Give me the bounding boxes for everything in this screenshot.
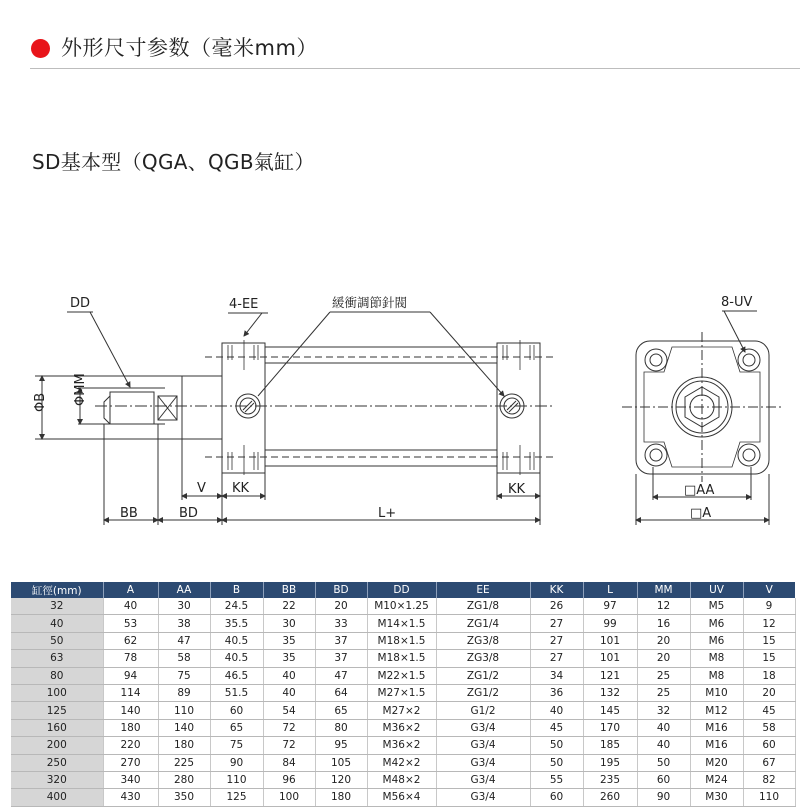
col-header-kk: KK — [530, 582, 583, 598]
table-cell: 97 — [583, 598, 637, 615]
bore-size-cell: 50 — [11, 632, 103, 649]
table-cell: 35.5 — [210, 615, 263, 632]
table-row — [11, 771, 795, 788]
table-cell: M22×1.5 — [367, 667, 436, 684]
label-bd: BD — [179, 506, 198, 521]
table-cell: ZG1/2 — [436, 684, 530, 701]
table-cell: 55 — [530, 771, 583, 788]
table-cell: ZG3/8 — [436, 632, 530, 649]
table-cell: 40 — [637, 737, 690, 754]
table-cell: 84 — [263, 754, 315, 771]
table-cell: 24.5 — [210, 598, 263, 615]
table-cell: G3/4 — [436, 771, 530, 788]
bore-size-cell: 80 — [11, 667, 103, 684]
table-cell: 54 — [263, 702, 315, 719]
col-header-v: V — [743, 582, 795, 598]
table-row — [11, 615, 795, 632]
table-cell: 78 — [103, 650, 158, 667]
table-cell: 37 — [315, 632, 367, 649]
table-cell: 100 — [263, 789, 315, 806]
table-cell: 430 — [103, 789, 158, 806]
label-8-uv: 8-UV — [721, 295, 753, 310]
table-cell: 30 — [263, 615, 315, 632]
table-cell: 45 — [743, 702, 795, 719]
dimension-table — [11, 582, 796, 807]
table-cell: 27 — [530, 650, 583, 667]
col-header-bore: 缸徑(mm) — [11, 582, 103, 598]
table-cell: ZG1/8 — [436, 598, 530, 615]
table-cell: 30 — [158, 598, 210, 615]
col-header-aa: AA — [158, 582, 210, 598]
bore-size-cell: 200 — [11, 737, 103, 754]
bore-size-cell: 40 — [11, 615, 103, 632]
table-cell: M8 — [690, 667, 743, 684]
table-cell: 225 — [158, 754, 210, 771]
table-cell: 260 — [583, 789, 637, 806]
table-cell: 65 — [315, 702, 367, 719]
table-cell: 58 — [743, 719, 795, 736]
table-cell: M18×1.5 — [367, 650, 436, 667]
table-cell: 60 — [637, 771, 690, 788]
table-cell: 47 — [158, 632, 210, 649]
table-cell: 33 — [315, 615, 367, 632]
table-cell: 75 — [158, 667, 210, 684]
table-cell: 105 — [315, 754, 367, 771]
table-cell: 12 — [637, 598, 690, 615]
table-cell: 35 — [263, 650, 315, 667]
table-cell: 12 — [743, 615, 795, 632]
table-cell: 125 — [210, 789, 263, 806]
table-cell: 22 — [263, 598, 315, 615]
table-cell: M8 — [690, 650, 743, 667]
table-cell: 53 — [103, 615, 158, 632]
label-phi-mm: ΦMM — [73, 373, 88, 406]
table-cell: 140 — [103, 702, 158, 719]
col-header-a: A — [103, 582, 158, 598]
table-row — [11, 667, 795, 684]
section-title: 外形尺寸参数（毫米mm） — [61, 36, 318, 60]
table-cell: G3/4 — [436, 754, 530, 771]
table-cell: 340 — [103, 771, 158, 788]
table-cell: 82 — [743, 771, 795, 788]
table-row — [11, 754, 795, 771]
table-cell: 27 — [530, 632, 583, 649]
table-cell: 27 — [530, 615, 583, 632]
bore-size-cell: 400 — [11, 789, 103, 806]
table-cell: 90 — [637, 789, 690, 806]
table-header-row — [11, 582, 795, 598]
table-cell: 180 — [158, 737, 210, 754]
bore-size-cell: 100 — [11, 684, 103, 701]
table-cell: 101 — [583, 632, 637, 649]
table-cell: 38 — [158, 615, 210, 632]
label-kk-left: KK — [232, 481, 250, 496]
table-cell: 58 — [158, 650, 210, 667]
table-cell: 40.5 — [210, 632, 263, 649]
col-header-l: L — [583, 582, 637, 598]
table-cell: 40 — [530, 702, 583, 719]
table-cell: G3/4 — [436, 789, 530, 806]
table-cell: 145 — [583, 702, 637, 719]
table-cell: 65 — [210, 719, 263, 736]
table-cell: 185 — [583, 737, 637, 754]
table-row — [11, 737, 795, 754]
table-cell: M10×1.25 — [367, 598, 436, 615]
table-cell: M36×2 — [367, 737, 436, 754]
table-cell: 35 — [263, 632, 315, 649]
col-header-dd: DD — [367, 582, 436, 598]
table-cell: 20 — [315, 598, 367, 615]
table-cell: 40 — [263, 667, 315, 684]
table-cell: M16 — [690, 719, 743, 736]
table-cell: 40 — [103, 598, 158, 615]
red-bullet-icon — [31, 39, 50, 58]
label-dd: DD — [70, 296, 91, 311]
table-cell: 350 — [158, 789, 210, 806]
table-row — [11, 598, 795, 615]
table-cell: 220 — [103, 737, 158, 754]
table-cell: M56×4 — [367, 789, 436, 806]
table-cell: M18×1.5 — [367, 632, 436, 649]
section-header — [30, 30, 800, 69]
table-cell: ZG1/4 — [436, 615, 530, 632]
bore-size-cell: 320 — [11, 771, 103, 788]
table-cell: 20 — [743, 684, 795, 701]
bore-size-cell: 160 — [11, 719, 103, 736]
table-cell: 20 — [637, 650, 690, 667]
table-cell: 25 — [637, 667, 690, 684]
table-cell: 110 — [158, 702, 210, 719]
label-bb: BB — [120, 506, 138, 521]
label-l: L+ — [378, 506, 397, 521]
table-cell: 47 — [315, 667, 367, 684]
table-cell: 235 — [583, 771, 637, 788]
table-row — [11, 702, 795, 719]
col-header-bb: BB — [263, 582, 315, 598]
table-cell: 40 — [263, 684, 315, 701]
table-cell: 15 — [743, 650, 795, 667]
table-cell: M24 — [690, 771, 743, 788]
table-cell: 67 — [743, 754, 795, 771]
col-header-ee: EE — [436, 582, 530, 598]
table-cell: M27×2 — [367, 702, 436, 719]
table-cell: M27×1.5 — [367, 684, 436, 701]
table-cell: 121 — [583, 667, 637, 684]
bore-size-cell: 125 — [11, 702, 103, 719]
table-cell: 89 — [158, 684, 210, 701]
col-header-bd: BD — [315, 582, 367, 598]
col-header-mm: MM — [637, 582, 690, 598]
table-cell: 64 — [315, 684, 367, 701]
table-cell: M6 — [690, 632, 743, 649]
table-cell: 96 — [263, 771, 315, 788]
table-cell: 25 — [637, 684, 690, 701]
label-aa: □AA — [684, 483, 715, 498]
table-cell: M14×1.5 — [367, 615, 436, 632]
table-cell: 50 — [530, 754, 583, 771]
table-cell: 9 — [743, 598, 795, 615]
table-cell: M30 — [690, 789, 743, 806]
table-row — [11, 632, 795, 649]
table-cell: 72 — [263, 737, 315, 754]
table-cell: G3/4 — [436, 719, 530, 736]
table-cell: 51.5 — [210, 684, 263, 701]
table-cell: G3/4 — [436, 737, 530, 754]
table-cell: 90 — [210, 754, 263, 771]
table-cell: ZG1/2 — [436, 667, 530, 684]
table-cell: M12 — [690, 702, 743, 719]
table-cell: 60 — [743, 737, 795, 754]
table-cell: M36×2 — [367, 719, 436, 736]
table-cell: 270 — [103, 754, 158, 771]
table-cell: 140 — [158, 719, 210, 736]
table-cell: M20 — [690, 754, 743, 771]
table-cell: 62 — [103, 632, 158, 649]
model-subtitle: SD基本型（QGA、QGB氣缸） — [32, 150, 315, 174]
table-cell: 80 — [315, 719, 367, 736]
table-row — [11, 684, 795, 701]
table-cell: 280 — [158, 771, 210, 788]
table-cell: 46.5 — [210, 667, 263, 684]
table-row — [11, 650, 795, 667]
table-cell: 45 — [530, 719, 583, 736]
table-cell: 18 — [743, 667, 795, 684]
table-cell: 72 — [263, 719, 315, 736]
table-cell: M42×2 — [367, 754, 436, 771]
dimension-drawing — [0, 280, 800, 530]
table-cell: M16 — [690, 737, 743, 754]
table-cell: 40 — [637, 719, 690, 736]
table-cell: 15 — [743, 632, 795, 649]
table-cell: 50 — [637, 754, 690, 771]
col-header-b: B — [210, 582, 263, 598]
table-cell: M10 — [690, 684, 743, 701]
table-cell: M6 — [690, 615, 743, 632]
bore-size-cell: 250 — [11, 754, 103, 771]
table-cell: 180 — [103, 719, 158, 736]
table-cell: 95 — [315, 737, 367, 754]
table-cell: 20 — [637, 632, 690, 649]
table-cell: M48×2 — [367, 771, 436, 788]
table-cell: 180 — [315, 789, 367, 806]
label-v: V — [197, 481, 206, 496]
col-header-uv: UV — [690, 582, 743, 598]
table-cell: 36 — [530, 684, 583, 701]
table-cell: 170 — [583, 719, 637, 736]
table-cell: 34 — [530, 667, 583, 684]
table-cell: 94 — [103, 667, 158, 684]
table-row — [11, 789, 795, 806]
table-row — [11, 719, 795, 736]
table-cell: 101 — [583, 650, 637, 667]
label-phi-b: ΦB — [33, 392, 48, 412]
bore-size-cell: 63 — [11, 650, 103, 667]
table-cell: 37 — [315, 650, 367, 667]
bore-size-cell: 32 — [11, 598, 103, 615]
table-cell: 75 — [210, 737, 263, 754]
table-cell: ZG3/8 — [436, 650, 530, 667]
label-kk-right: KK — [508, 482, 526, 497]
label-4-ee: 4-EE — [229, 297, 259, 312]
table-cell: M5 — [690, 598, 743, 615]
table-cell: 32 — [637, 702, 690, 719]
table-cell: 40.5 — [210, 650, 263, 667]
label-a: □A — [690, 506, 712, 521]
table-cell: 50 — [530, 737, 583, 754]
table-cell: 60 — [530, 789, 583, 806]
table-cell: 110 — [210, 771, 263, 788]
table-cell: 195 — [583, 754, 637, 771]
table-cell: 16 — [637, 615, 690, 632]
table-cell: 132 — [583, 684, 637, 701]
table-cell: 99 — [583, 615, 637, 632]
table-cell: 60 — [210, 702, 263, 719]
table-cell: 114 — [103, 684, 158, 701]
table-cell: G1/2 — [436, 702, 530, 719]
table-cell: 120 — [315, 771, 367, 788]
table-cell: 26 — [530, 598, 583, 615]
label-cushion-valve: 緩衝調節針閥 — [332, 295, 408, 310]
table-cell: 110 — [743, 789, 795, 806]
